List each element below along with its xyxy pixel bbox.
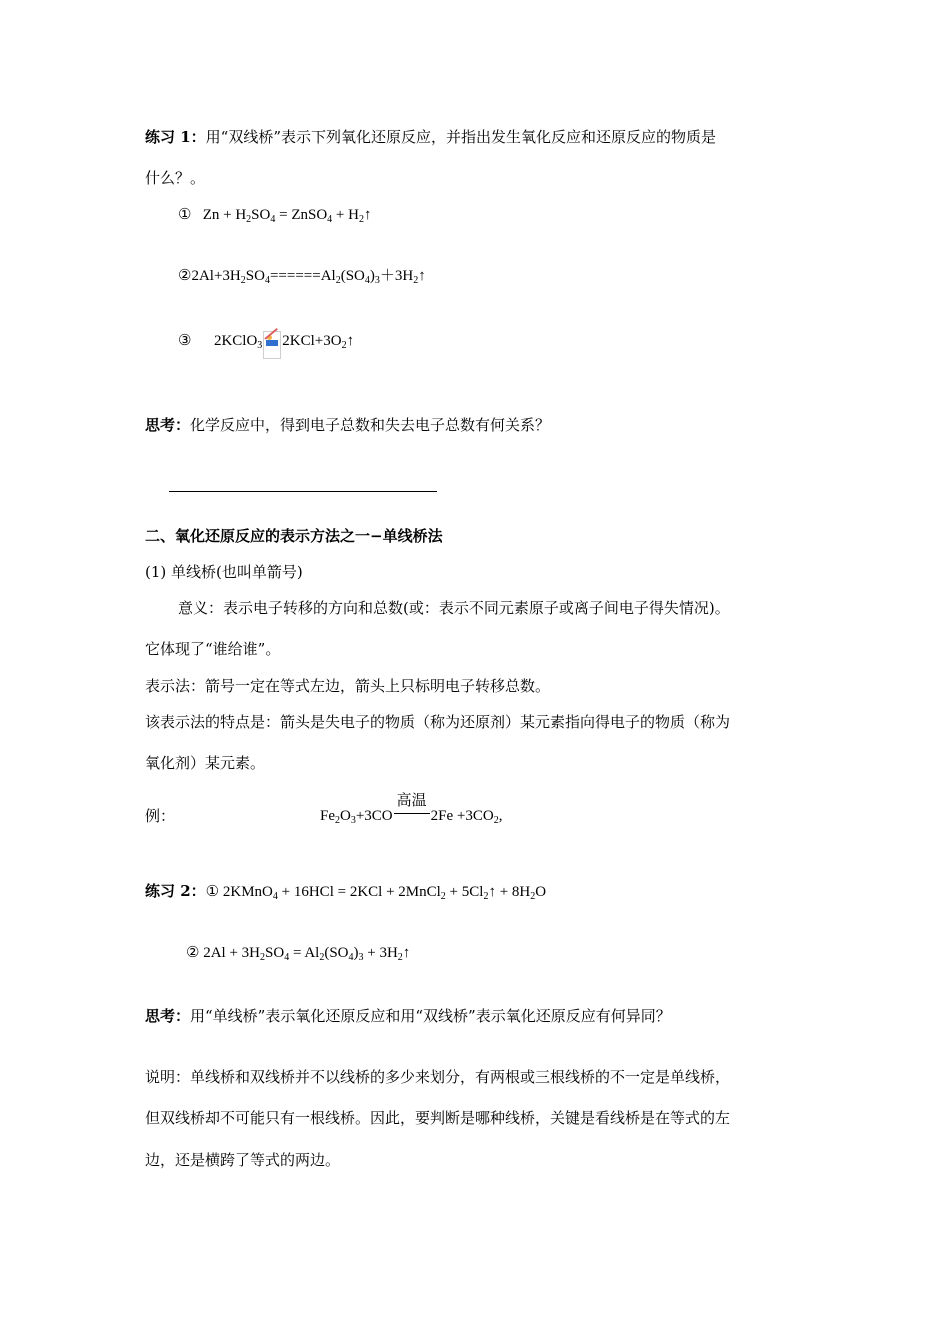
section2-meaning: 意义：表示电子转移的方向和总数(或：表示不同元素原子或离子间电子得失情况)。	[178, 599, 730, 617]
exercise1-equation-3: ③ 2KClO$_3$ $2KCl+3O_2↑$	[178, 331, 354, 359]
section2-feature-cont: 氧化剂）某元素。	[145, 754, 266, 772]
exercise1-equation-2: $②2Al+3H_2SO_4======Al_2(SO_4)_3+3H_2↑$	[178, 268, 426, 286]
exercise2-label: 练习 2：	[145, 882, 206, 900]
exercise1-text: 用“双线桥”表示下列氧化还原反应，并指出发生氧化反应和还原反应的物质是	[205, 128, 717, 146]
think1-label: 思考：	[145, 416, 191, 434]
exercise2-equation-2: ② $2Al + 3H_2SO_4 = Al_2(SO_4)_3$ + $3H_2↑$	[186, 945, 411, 963]
think1	[145, 415, 550, 435]
example-label: 例：	[145, 807, 176, 825]
section2-subheading: (1) 单线桥(也叫单箭号)	[145, 563, 303, 581]
think2-text: 用“单线桥”表示氧化还原反应和用“双线桥”表示氧化还原反应有何异同？	[190, 1007, 671, 1025]
think2-label: 思考：	[145, 1007, 191, 1025]
think2	[145, 1006, 671, 1026]
exercise1-question	[145, 127, 716, 147]
exercise1-label: 练习 1：	[145, 128, 206, 146]
note-line-1: 说明：单线桥和双线桥并不以线桥的多少来划分，有两根或三根线桥的不一定是单线桥，	[145, 1068, 731, 1086]
reaction-condition: 高温	[394, 806, 430, 826]
section2-heading: 二、氧化还原反应的表示方法之一−单线桥法	[145, 527, 443, 545]
section2-notation: 表示法：箭号一定在等式左边，箭头上只标明电子转移总数。	[145, 677, 551, 695]
example-equation: $Fe_2O_3+3CO$ 高温 $2Fe +3CO_2$,	[320, 793, 503, 826]
section2-meaning-cont: 它体现了“谁给谁”。	[145, 640, 281, 658]
think1-text: 化学反应中，得到电子总数和失去电子总数有何关系？	[190, 416, 551, 434]
note-line-3: 边，还是横跨了等式的两边。	[145, 1151, 341, 1169]
section2-feature: 该表示法的特点是：箭头是失电子的物质（称为还原剂）某元素指向得电子的物质（称为	[145, 713, 731, 731]
exercise1-text-cont: 什么？。	[145, 169, 206, 187]
exercise2-equation-1: 练习 2：① 2KMnO$_4$ + 16HCl = 2KCl + 2MnCl$_2$ + $5Cl_2↑ + 8H_2O$	[145, 882, 547, 902]
broken-image-icon	[263, 331, 281, 359]
note-line-2: 但双线桥却不可能只有一根线桥。因此，要判断是哪种线桥，关键是看线桥是在等式的左	[145, 1109, 731, 1127]
exercise1-equation-1: ① $Zn + H_2SO_4$ = ZnSO$_4$ + $H_2↑$	[178, 207, 372, 225]
answer-blank-line	[169, 491, 437, 492]
